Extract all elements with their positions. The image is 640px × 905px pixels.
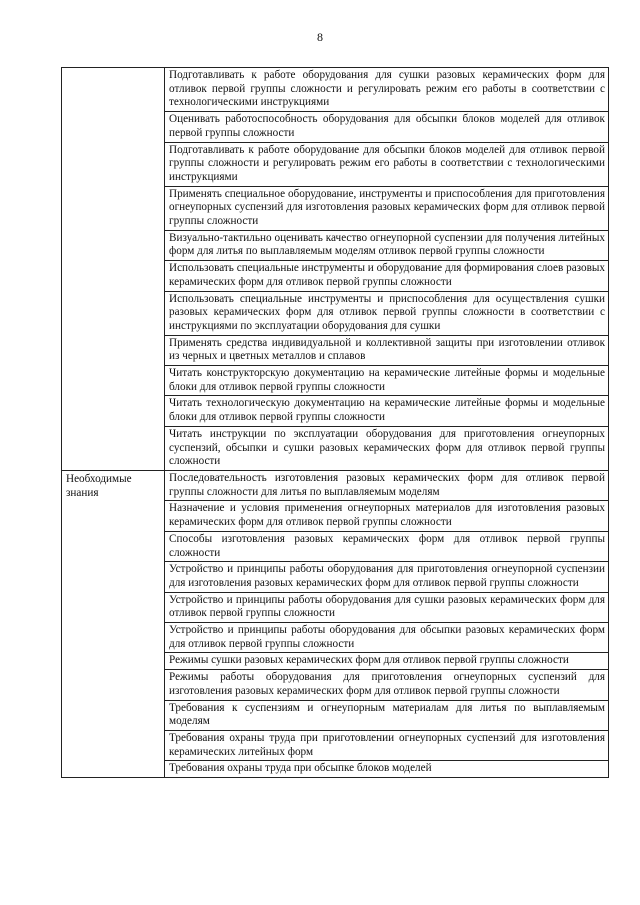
table-cell: Читать конструкторскую документацию на керамические литейные формы и модельные блоки для отливок первой группы сложности — [165, 366, 609, 396]
table-cell: Применять средства индивидуальной и коллективной защиты при изготовлении отливок из черных и цветных металлов и сплавов — [165, 335, 609, 365]
table-cell: Использовать специальные инструменты и приспособления для осуществления сушки разовых керамических форм для отливок первой группы сложности в соответствии с инструкциями по эксплуатации оборудования для сушки — [165, 291, 609, 335]
table-cell: Подготавливать к работе оборудование для обсыпки блоков моделей для отливок первой группы сложности и регулировать режим его работы в соответствии с технологическими инструкциями — [165, 142, 609, 186]
table-cell: Визуально-тактильно оценивать качество огнеупорной суспензии для получения литейных форм для литья по выплавляемым моделям отливок первой группы сложности — [165, 230, 609, 260]
table-row — [62, 470, 609, 500]
table-cell: Требования охраны труда при приготовлении огнеупорных суспензий для изготовления керамических литейных форм — [165, 730, 609, 760]
page-number: 8 — [317, 30, 323, 44]
table-cell: Использовать специальные инструменты и оборудование для формирования слоев разовых керамических форм для отливок первой группы сложности — [165, 261, 609, 291]
table-cell: Устройство и принципы работы оборудования для сушки разовых керамических форм для отливок первой группы сложности — [165, 592, 609, 622]
table-cell: Читать инструкции по эксплуатации оборудования для приготовления огнеупорных суспензий, обсыпки и сушки разовых керамических форм для отливок первой группы сложности — [165, 426, 609, 470]
table-cell: Назначение и условия применения огнеупорных материалов для изготовления разовых керамических форм для отливок первой группы сложности — [165, 501, 609, 531]
section-label-skills — [62, 68, 165, 471]
table-cell: Устройство и принципы работы оборудования для обсыпки разовых керамических форм для отливок первой группы сложности — [165, 623, 609, 653]
table-cell: Применять специальное оборудование, инструменты и приспособления для приготовления огнеупорных суспензий для изготовления разовых керамических форм для отливок первой группы сложности — [165, 186, 609, 230]
table-cell: Читать технологическую документацию на керамические литейные формы и модельные блоки для отливок первой группы сложности — [165, 396, 609, 426]
table-cell: Последовательность изготовления разовых керамических форм для отливок первой группы сложности для литья по выплавляемым моделям — [165, 470, 609, 500]
table-row — [62, 68, 609, 112]
table-cell: Требования к суспензиям и огнеупорным материалам для литья по выплавляемым моделям — [165, 700, 609, 730]
table-cell: Подготавливать к работе оборудования для сушки разовых керамических форм для отливок первой группы сложности и регулировать режим его работы в соответствии с технологическими инструкциями — [165, 68, 609, 112]
table-cell: Способы изготовления разовых керамических форм для отливок первой группы сложности — [165, 531, 609, 561]
section-label-knowledge: Необходимые знания — [62, 470, 165, 777]
requirements-table — [61, 67, 609, 778]
table-cell: Режимы сушки разовых керамических форм для отливок первой группы сложности — [165, 653, 609, 670]
table-cell: Режимы работы оборудования для приготовления огнеупорных суспензий для изготовления разовых керамических форм для отливок первой группы сложности — [165, 670, 609, 700]
table-cell: Оценивать работоспособность оборудования для обсыпки блоков моделей для отливок первой группы сложности — [165, 112, 609, 142]
table-cell: Требования охраны труда при обсыпке блоков моделей — [165, 761, 609, 778]
table-cell: Устройство и принципы работы оборудования для приготовления огнеупорной суспензии для изготовления разовых керамических форм для отливок первой группы сложности — [165, 562, 609, 592]
